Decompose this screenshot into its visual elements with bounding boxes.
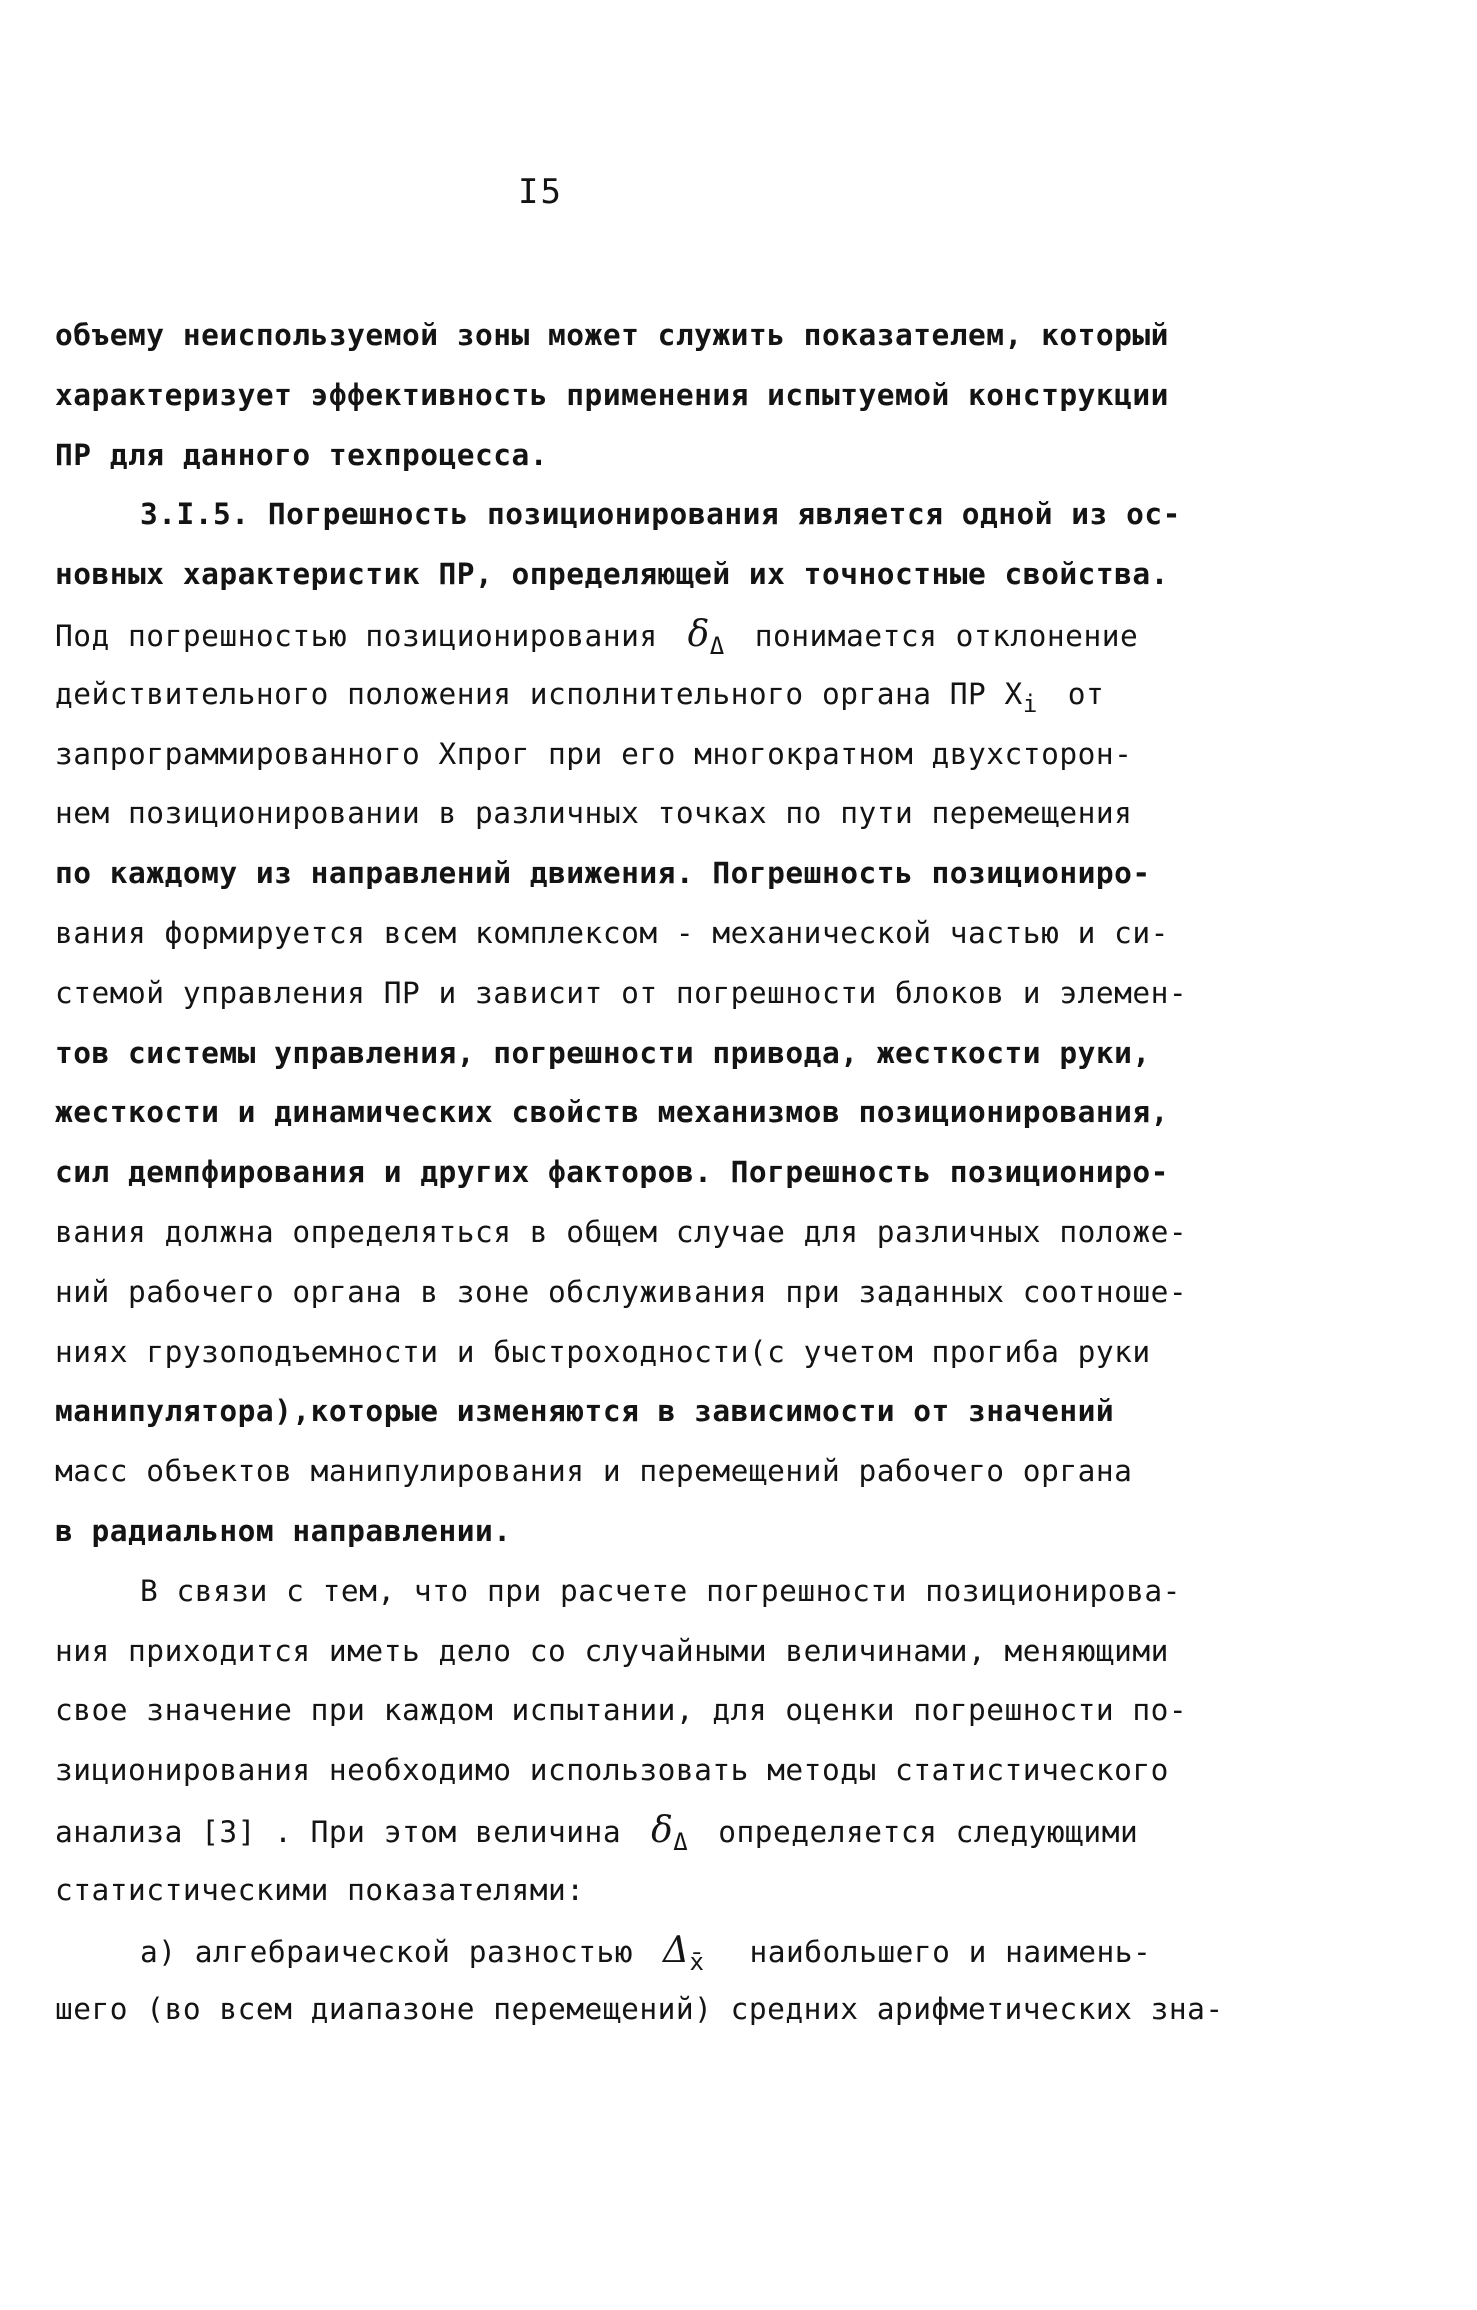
text-line: ниях грузоподъемности и быстроходности(с учетом прогиба руки (55, 1334, 1151, 1369)
math-subscript: Δ (709, 631, 725, 660)
text-line: запрограммированного Хпрог при его многократном двухсторон- (55, 736, 1133, 771)
text-line: вания должна определяться в общем случае для различных положе- (55, 1214, 1188, 1249)
text-line: ний рабочего органа в зоне обслуживания при заданных соотноше- (55, 1274, 1188, 1309)
text-line: объему неиспользуемой зоны может служить показателем, который (55, 318, 1169, 352)
text-line: в радиальном направлении. (55, 1513, 512, 1548)
text-line: жесткости и динамических свойств механизмов позиционирования, (55, 1095, 1169, 1130)
text-line: ПР для данного техпроцесса. (55, 437, 549, 472)
text-line: характеризует эффективность применения испытуемой конструкции (55, 377, 1169, 412)
text-line: нем позиционировании в различных точках по пути перемещения (55, 796, 1133, 831)
math-symbol: δ (651, 1809, 674, 1851)
paragraph-start-line: В связи с тем, что при расчете погрешности позиционирова- (140, 1573, 1181, 1608)
text-line: стемой управления ПР и зависит от погрешности блоков и элемен- (55, 975, 1188, 1010)
text-line: вания формируется всем комплексом - механической частью и си- (55, 915, 1169, 950)
text-line: масс объектов манипулирования и перемещений рабочего органа (55, 1454, 1133, 1489)
math-subscript: Δ (673, 1827, 689, 1856)
text-line: анализа [3] . При этом величина $\delta_\Delta$ определяется следующими (55, 1809, 1139, 1856)
text-line: тов системы управления, погрешности привода, жесткости руки, (55, 1035, 1151, 1070)
math-symbol: δ (687, 613, 710, 655)
paragraph-start-line: 3.I.5. Погрешность позиционирования является одной из ос- (140, 497, 1181, 532)
paragraph-start-line: а) алгебраической разностью $\Delta_{x̄}$ наибольшего и наимень- (140, 1929, 1152, 1976)
text-line: манипулятора),которые изменяются в зависимости от значений (55, 1394, 1115, 1429)
text-line: действительного положения исполнительного органа ПР $Х_i$ от (55, 676, 1105, 718)
text-line: новных характеристик ПР, определяющей их точностные свойства. (55, 557, 1169, 592)
page-number: I5 (518, 172, 563, 212)
text-line: Под погрешностью позиционирования $\delta_\Delta$ понимается отклонение (55, 613, 1139, 660)
text-line: по каждому из направлений движения. Погрешность позициониро- (55, 856, 1151, 891)
math-subscript: x̄ (689, 1947, 705, 1976)
body-text (55, 306, 1224, 2040)
text-line: сил демпфирования и других факторов. Погрешность позициониро- (55, 1155, 1169, 1190)
text-line: статистическими показателями: (55, 1872, 585, 1907)
text-line: зиционирования необходимо использовать методы статистического (55, 1753, 1169, 1788)
text-line: свое значение при каждом испытании, для оценки погрешности по- (55, 1693, 1188, 1728)
math-symbol: Δ (663, 1929, 690, 1971)
text-line: ния приходится иметь дело со случайными величинами, меняющими (55, 1633, 1169, 1668)
text-line: шего (во всем диапазоне перемещений) средних арифметических зна- (55, 1992, 1224, 2027)
math-subscript: i (1022, 689, 1038, 718)
